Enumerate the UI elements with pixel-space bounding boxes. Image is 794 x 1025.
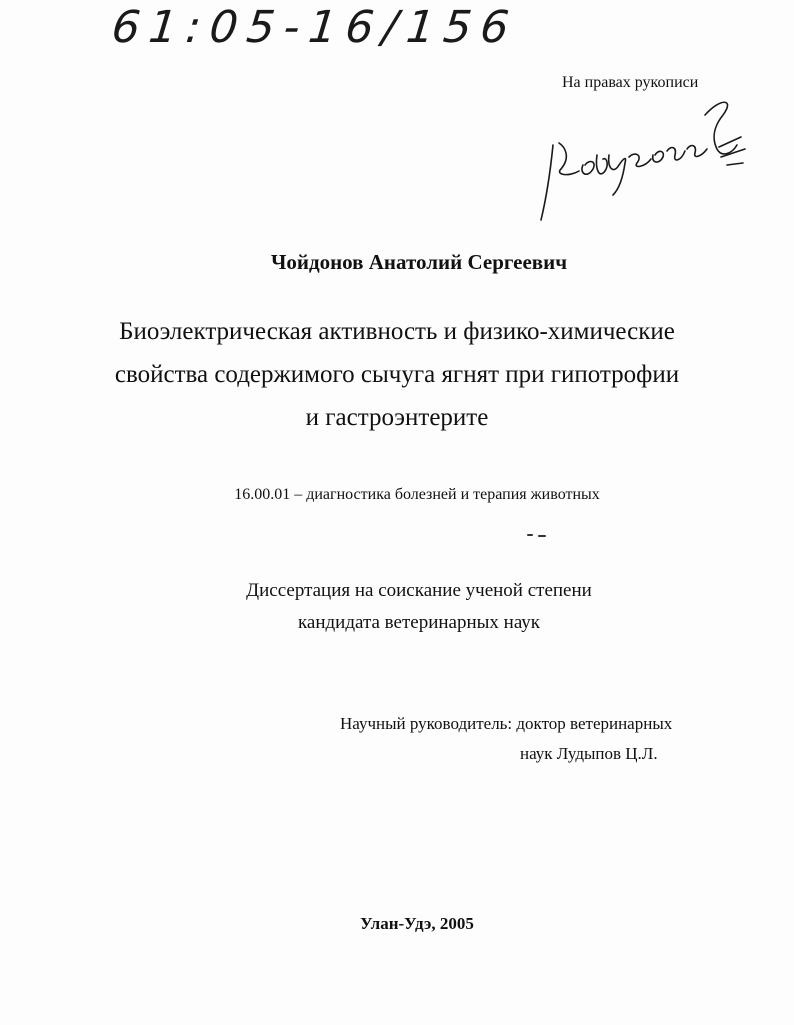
- place-and-year: Улан-Удэ, 2005: [360, 914, 474, 933]
- supervisor-line: Научный руководитель: доктор ветеринарных: [340, 714, 673, 733]
- supervisor-line: наук Лудыпов Ц.Л.: [520, 744, 658, 763]
- archive-code-stamp: 61:05-16/156: [109, 2, 521, 53]
- title-line: свойства содержимого сычуга ягнят при гипотрофии: [114, 361, 680, 388]
- rights-note: На правах рукописи: [562, 74, 699, 91]
- title-line: и гастроэнтерите: [305, 404, 489, 431]
- author-name: Чойдонов Анатолий Сергеевич: [270, 250, 568, 274]
- scan-speck: [538, 535, 546, 537]
- scan-speck: [527, 534, 533, 536]
- scientific-supervisor: [340, 709, 672, 769]
- degree-statement: [0, 575, 794, 639]
- degree-line: Диссертация на соискание ученой степени: [246, 580, 592, 601]
- author-signature: [535, 85, 750, 225]
- specialty-code: 16.00.01 – диагностика болезней и терапия животных: [234, 486, 600, 503]
- title-line: Биоэлектрическая активность и физико-химические: [119, 318, 675, 345]
- dissertation-title: [0, 310, 794, 439]
- degree-line: кандидата ветеринарных наук: [297, 612, 541, 633]
